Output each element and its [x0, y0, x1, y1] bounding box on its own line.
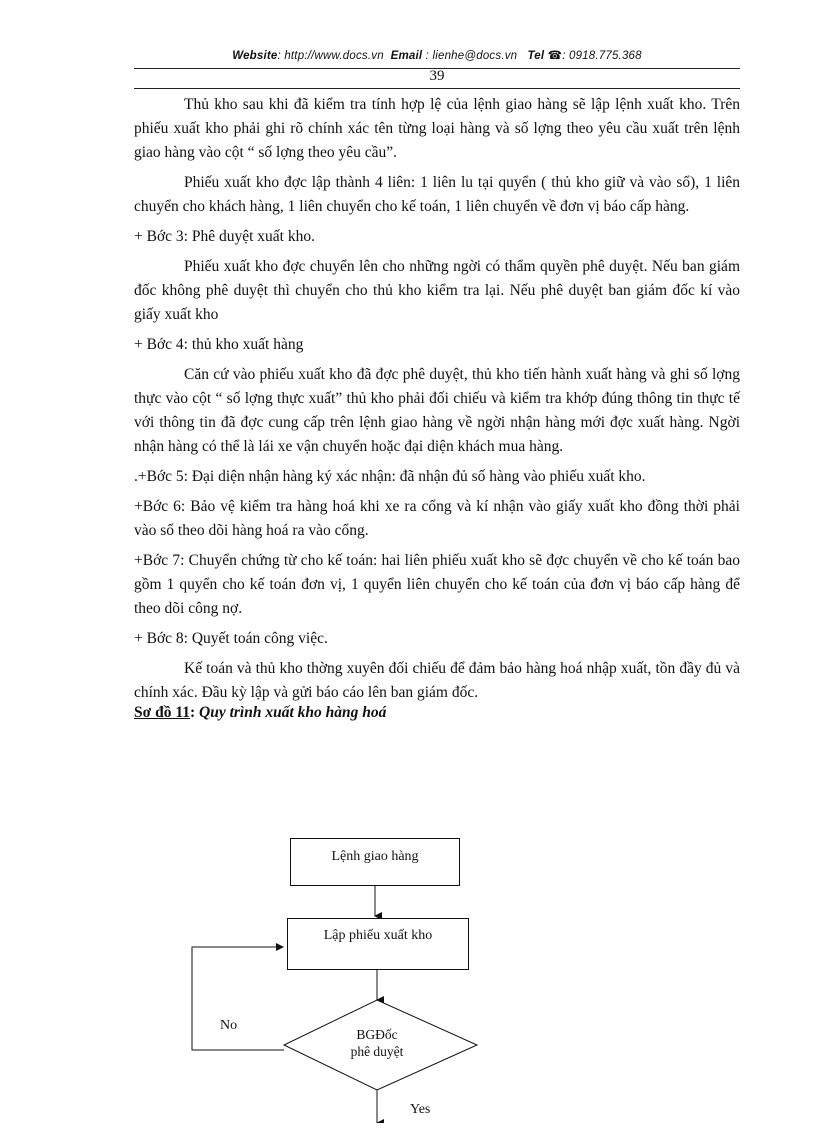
paragraph: Phiếu xuất kho đợc lập thành 4 liên: 1 liên lu tại quyển ( thủ kho giữ và vào sổ), 1 liên chuyển cho khách hàng, 1 liên chuyển cho kế toán, 1 liên chuyển về đơn vị báo cấp hàng.: [134, 174, 740, 215]
step-paragraph: +Bớc 6: Bảo vệ kiểm tra hàng hoá khi xe ra cổng và kí nhận vào giấy xuất kho đồng thời phải vào sổ theo dõi hàng hoá ra vào cổng.: [134, 498, 740, 539]
step-heading: + Bớc 3: Phê duyệt xuất kho.: [134, 228, 315, 245]
step-paragraph: +Bớc 7: Chuyển chứng từ cho kế toán: hai liên phiếu xuất kho sẽ đợc chuyển về cho kế toán bao gồm 1 quyển cho kế toán đơn vị, 1 quyển liên chuyển cho kế toán của đơn vị báo cấp hàng để theo dõi công nợ.: [134, 552, 740, 617]
caption-separator: :: [189, 704, 200, 721]
flow-box-create-slip: [287, 918, 469, 970]
website-label: Website: [232, 50, 278, 62]
flow-box-delivery-order-label: Lệnh giao hàng: [331, 849, 419, 864]
paragraph: Kế toán và thủ kho thờng xuyên đối chiếu để đảm bảo hàng hoá nhập xuất, tồn đầy đủ và chính xác. Đầu kỳ lập và gửi báo cáo lên ban giám đốc.: [134, 660, 740, 701]
decision-line-2: phê duyệt: [350, 1044, 404, 1059]
caption-title: Quy trình xuất kho hàng hoá: [199, 704, 387, 721]
yes-label: Yes: [410, 1102, 431, 1117]
paragraph: Căn cứ vào phiếu xuất kho đã đợc phê duyệt, thủ kho tiến hành xuất hàng và ghi số lợng thực vào cột “ số lợng thực xuất” thủ kho phải đối chiếu và kiểm tra khớp đúng thông tin thực tế với thông tin đã đợc cung cấp trên lệnh giao hàng về ngời nhận hàng mới đợc xuất hàng. Ngời nhận hàng có thể là lái xe vận chuyển hoặc đại diện khách mua hàng.: [134, 366, 740, 455]
caption-label: Sơ đồ 11: [134, 704, 190, 721]
decision-label: [327, 1026, 427, 1060]
no-label: No: [220, 1018, 238, 1033]
tel-label: Tel: [527, 50, 545, 62]
flow-box-create-slip-label: Lập phiếu xuất kho: [323, 928, 433, 943]
paragraph: Thủ kho sau khi đã kiểm tra tính hợp lệ của lệnh giao hàng sẽ lập lệnh xuất kho. Trên phiếu xuất kho phải ghi rõ chính xác tên từng loại hàng và số lợng theo yêu cầu xuất trên lệnh giao hàng vào cột “ số lợng theo yêu cầu”.: [134, 96, 740, 161]
phone-icon: ☎: [547, 50, 563, 62]
page-number: 39: [429, 68, 445, 84]
step-heading: + Bớc 4: thủ kho xuất hàng: [134, 336, 304, 353]
no-loop-line: [192, 947, 284, 1050]
decision-line-1: BGĐốc: [356, 1027, 398, 1042]
email-label: Email: [390, 50, 423, 62]
email-address[interactable]: : lienhe@docs.vn: [422, 50, 518, 62]
document-body: [134, 93, 740, 731]
flow-box-delivery-order: [290, 838, 460, 886]
flowchart: [180, 830, 500, 1123]
page-header: [134, 48, 740, 62]
website-url[interactable]: : http://www.docs.vn: [277, 50, 384, 62]
tel-number: : 0918.775.368: [562, 50, 642, 62]
step-heading: + Bớc 8: Quyết toán công việc.: [134, 630, 328, 647]
step-paragraph: .+Bớc 5: Đại diện nhận hàng ký xác nhận: đã nhận đủ số hàng vào phiếu xuất kho.: [134, 468, 646, 485]
paragraph: Phiếu xuất kho đợc chuyển lên cho những ngời có thẩm quyền phê duyệt. Nếu ban giám đốc không phê duyệt thì chuyển cho thủ kho kiểm tra lại. Nếu phê duyệt ban giám đốc kí vào giấy xuất kho: [134, 258, 740, 323]
header-rule-bottom: [134, 88, 740, 89]
